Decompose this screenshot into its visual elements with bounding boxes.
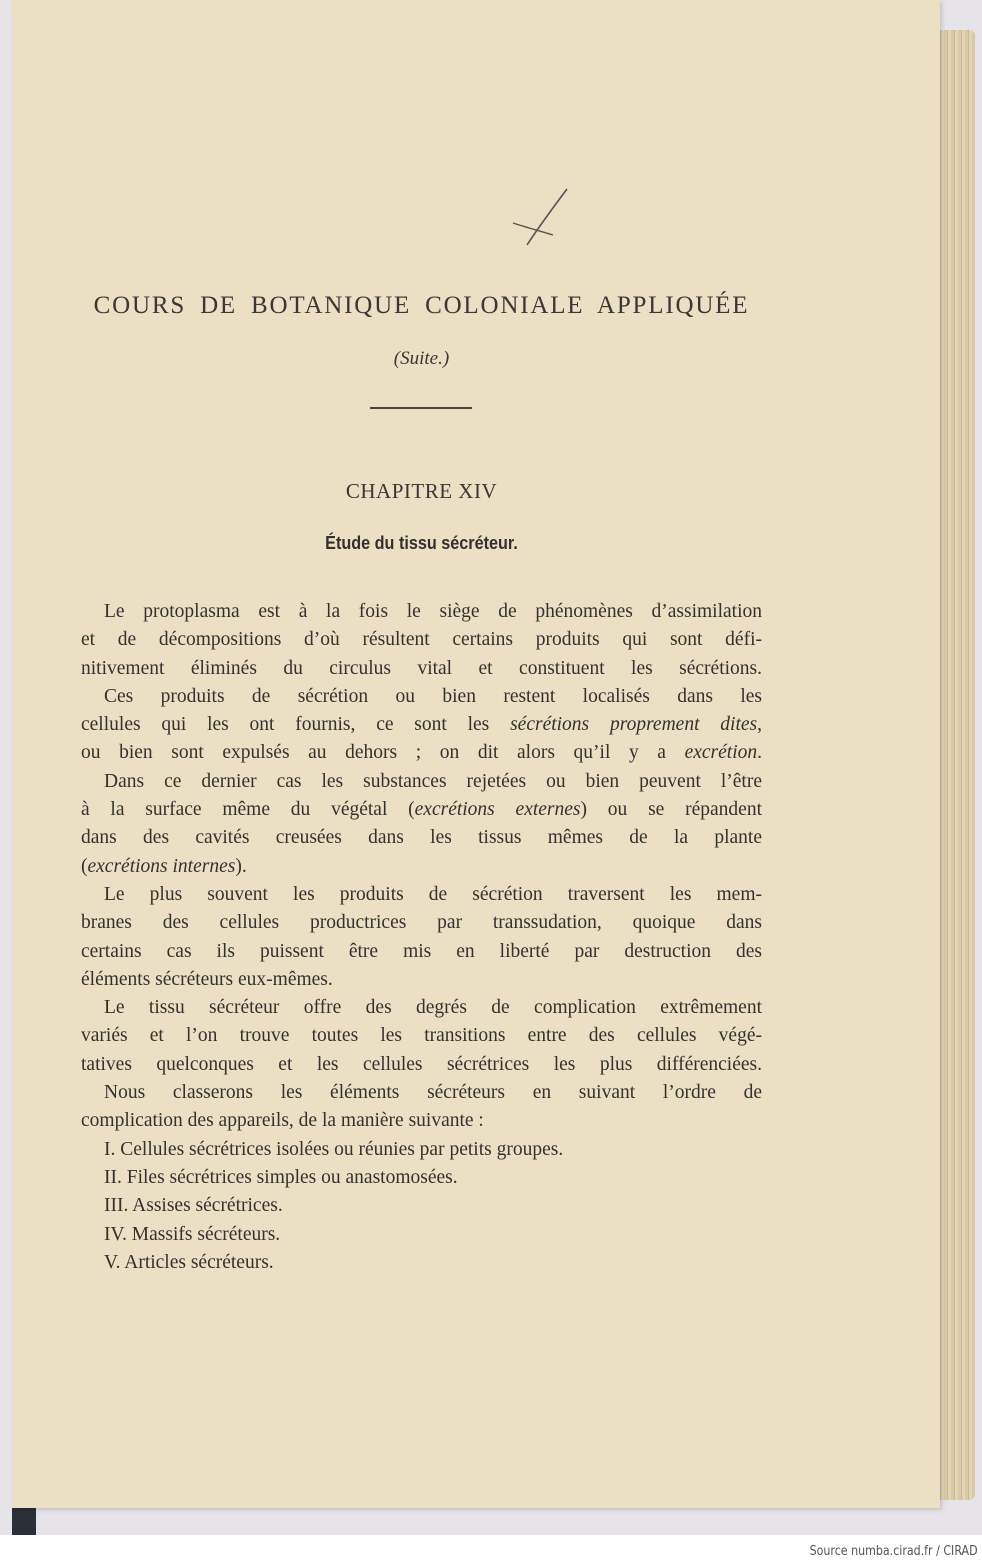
text-line (81, 1136, 762, 1164)
text-segment: III. Assises sécrétrices. (104, 1195, 283, 1217)
text-segment: éléments sécréteurs eux-mêmes. (81, 968, 333, 990)
text-line (81, 598, 762, 626)
text-line (81, 626, 762, 654)
italic-text: sécrétions proprement dites (510, 714, 758, 736)
text-line (81, 655, 762, 683)
text-segment: Ces produits de sécrétion ou bien restent localisés dans les (104, 685, 762, 707)
chapter-heading: CHAPITRE XIV (345, 479, 498, 503)
text-segment: ) ou se répandent (580, 799, 762, 821)
text-line (81, 683, 762, 711)
text-segment: tatives quelconques et les cellules sécrétrices les plus différenciées. (81, 1053, 762, 1075)
text-line (81, 1022, 762, 1050)
chapter-title: Étude du tissu sécréteur. (325, 533, 518, 553)
text-line (81, 796, 762, 824)
text-line (81, 994, 762, 1022)
text-segment: ( (81, 855, 88, 877)
text-segment: nitivement éliminés du circulus vital et constituent les sécrétions. (81, 657, 762, 679)
text-segment: et de décompositions d’où résultent certains produits qui sont défi- (81, 629, 762, 651)
page-title: COURS DE BOTANIQUE COLONIALE APPLIQUÉE (93, 292, 750, 319)
pencil-mark-icon (505, 185, 575, 255)
text-line (81, 768, 762, 796)
text-segment: ou bien sont expulsés au dehors ; on dit alors qu’il y a (81, 742, 685, 764)
italic-text: excrétion (684, 742, 758, 764)
text-segment: cellules qui les ont fournis, ce sont les (81, 714, 511, 736)
text-segment: Dans ce dernier cas les substances rejetées ou bien peuvent l’être (104, 770, 762, 792)
text-segment: variés et l’on trouve toutes les transitions entre des cellules végé- (81, 1025, 762, 1047)
text-segment: I. Cellules sécrétrices isolées ou réunies par petits groupes. (104, 1138, 564, 1160)
subtitle: (Suite.) (393, 348, 450, 369)
italic-text: excrétions externes (414, 799, 581, 821)
text-line (81, 853, 762, 881)
text-line (81, 739, 762, 767)
text-segment: ). (235, 855, 247, 877)
text-segment: Nous classerons les éléments sécréteurs en suivant l’ordre de (104, 1082, 762, 1104)
body-text (81, 598, 762, 1277)
text-segment: . (757, 742, 762, 764)
text-line (81, 966, 762, 994)
divider (370, 407, 472, 409)
text-line (81, 938, 762, 966)
text-segment: certains cas ils puissent être mis en liberté par destruction des (81, 940, 762, 962)
text-line (81, 909, 762, 937)
text-segment: à la surface même du végétal ( (81, 799, 415, 821)
text-line (81, 1107, 762, 1135)
text-segment: Le protoplasma est à la fois le siège de phénomènes d’assimilation (104, 601, 762, 622)
text-segment: Le tissu sécréteur offre des degrés de complication extrêmement (104, 997, 762, 1019)
text-line (81, 1221, 762, 1249)
text-line (81, 881, 762, 909)
text-segment: V. Articles sécréteurs. (104, 1251, 274, 1273)
text-line (81, 1051, 762, 1079)
text-line (81, 711, 762, 739)
text-line (81, 1249, 762, 1277)
text-line (81, 1079, 762, 1107)
text-line (81, 824, 762, 852)
text-line (81, 1164, 762, 1192)
text-segment: branes des cellules productrices par transsudation, quoique dans (81, 912, 762, 934)
text-segment: II. Files sécrétrices simples ou anastomosées. (104, 1166, 458, 1188)
text-segment: dans des cavités creusées dans les tissus mêmes de la plante (81, 827, 762, 849)
text-segment: IV. Massifs sécréteurs. (104, 1223, 281, 1245)
italic-text: excrétions internes (87, 855, 236, 877)
text-segment: Le plus souvent les produits de sécrétion traversent les mem- (104, 883, 762, 905)
source-caption: Source numba.cirad.fr / CIRAD (810, 1544, 978, 1559)
text-segment: complication des appareils, de la manière suivante : (81, 1110, 484, 1132)
text-line (81, 1192, 762, 1220)
text-segment: , (757, 714, 762, 736)
